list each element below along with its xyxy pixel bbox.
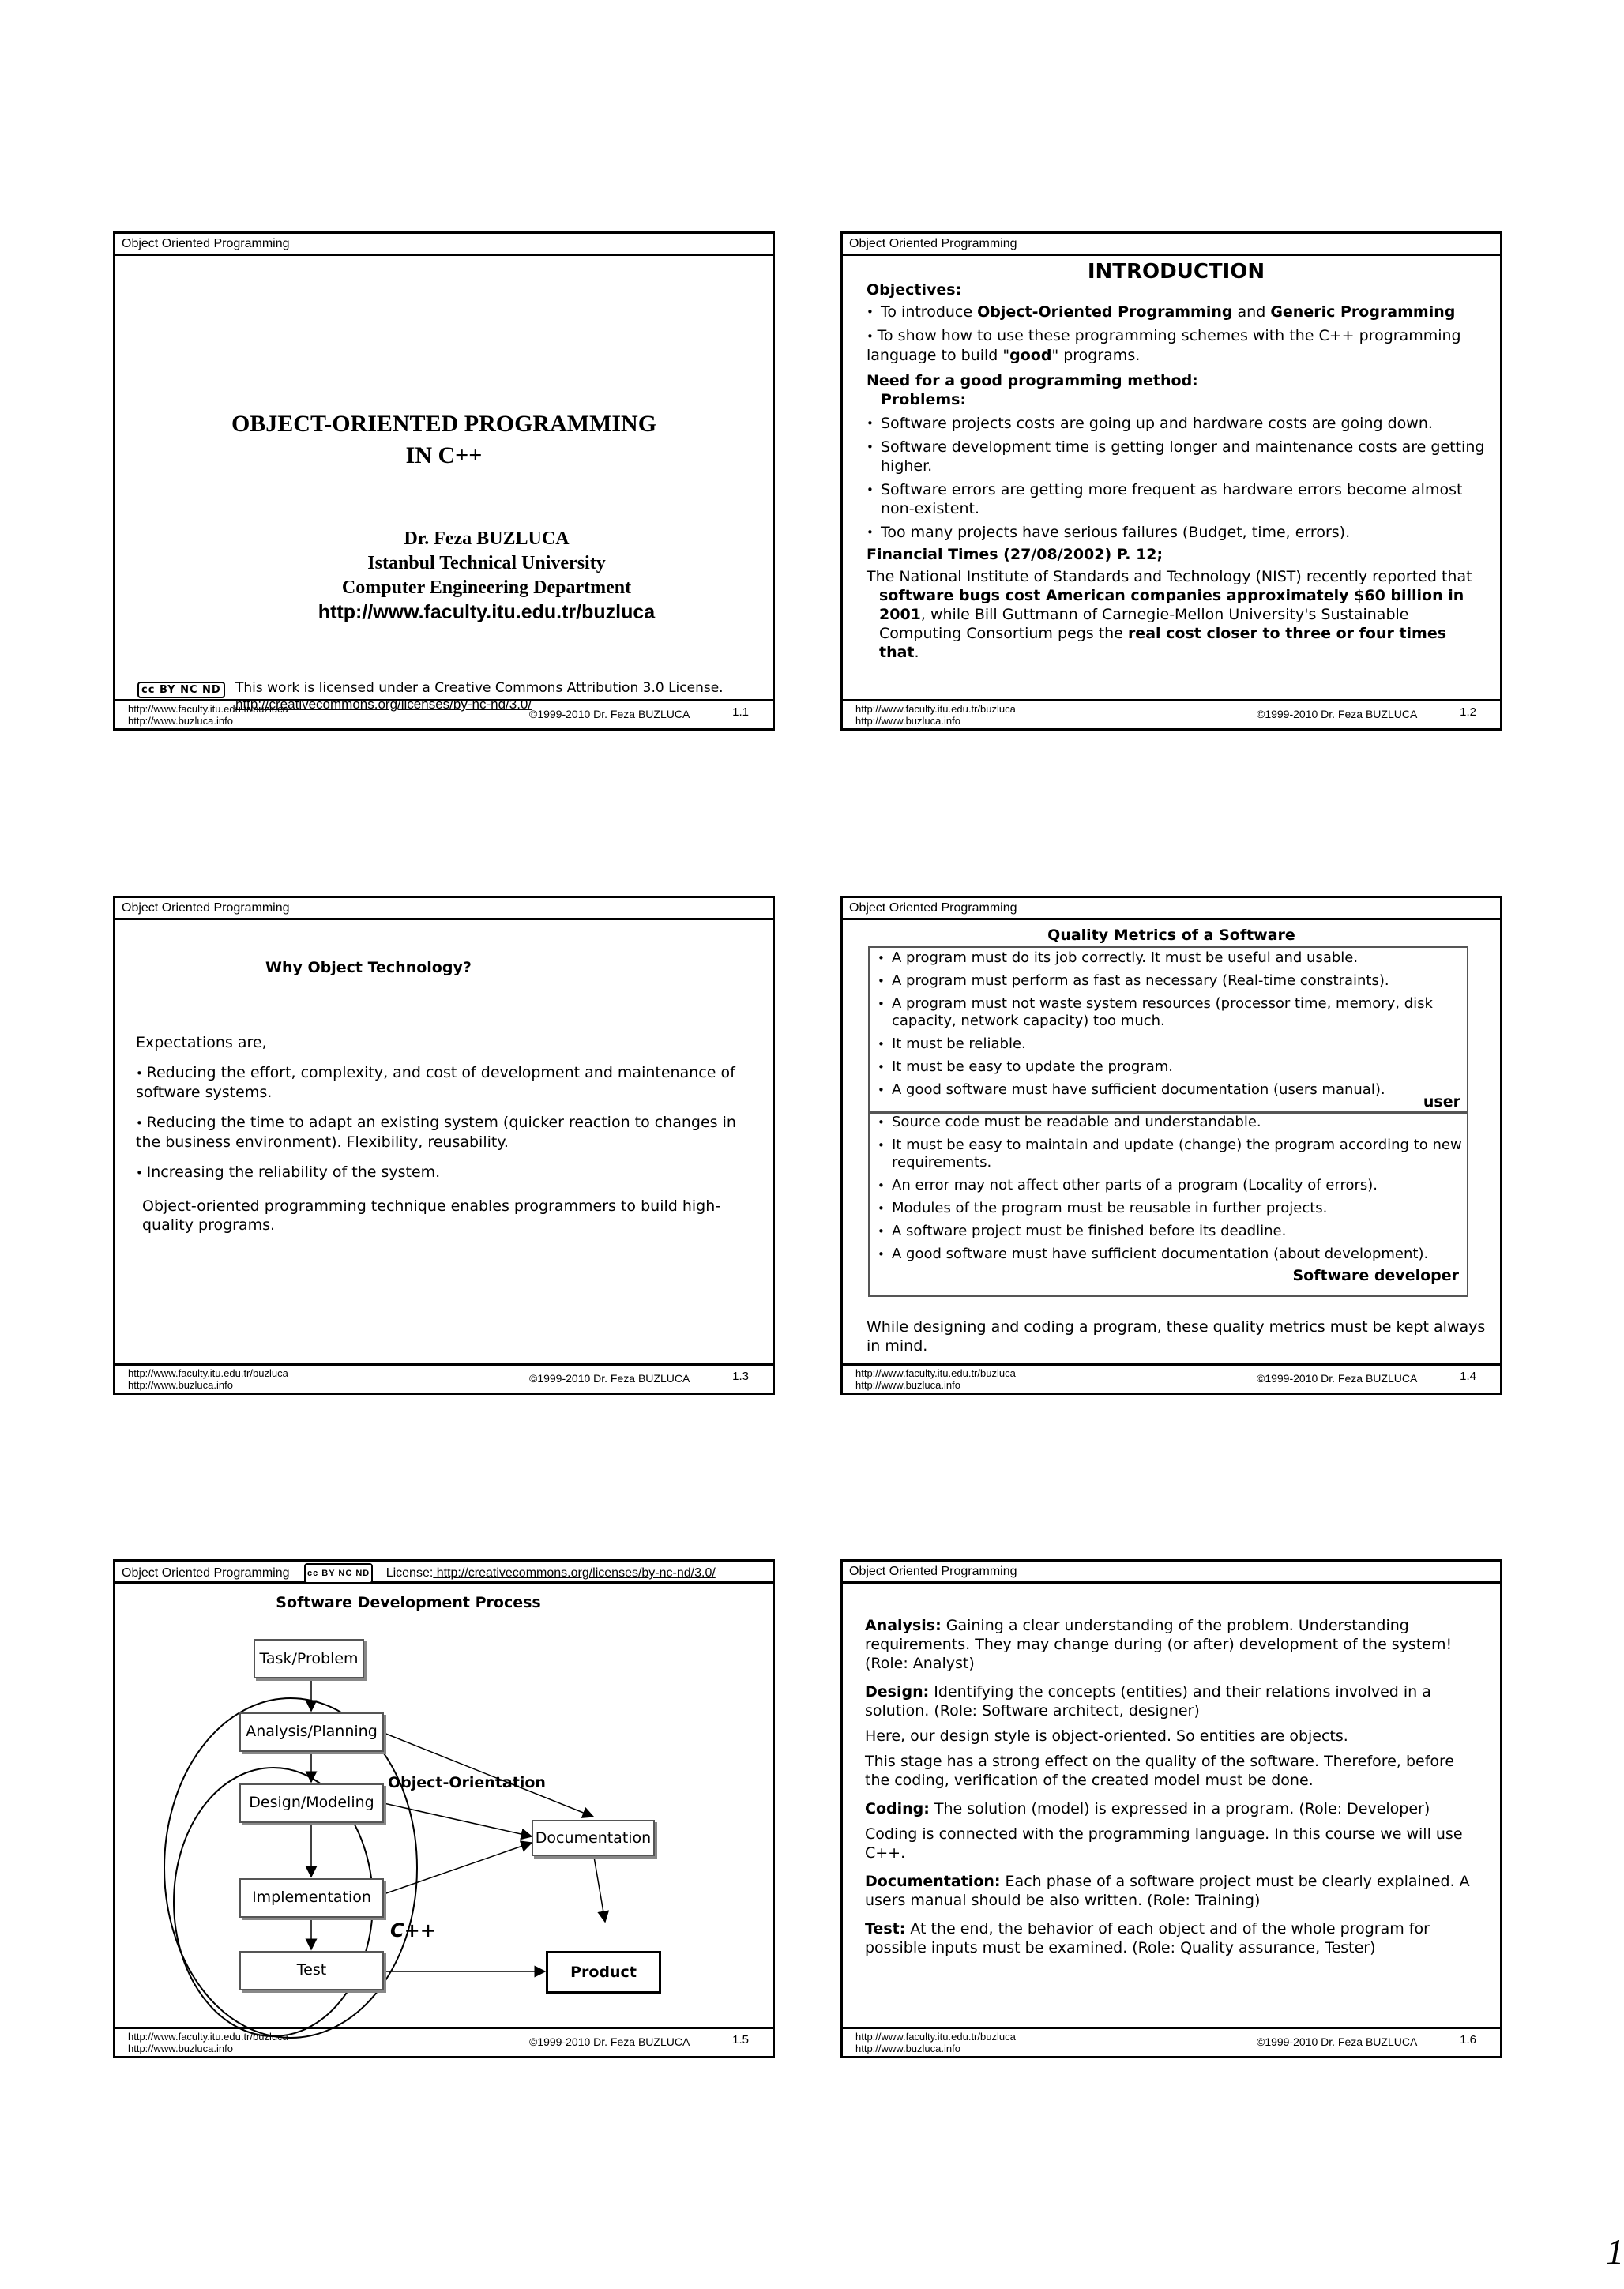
expectation-2 [136, 1113, 749, 1152]
header-title: Object Oriented Programming [122, 1566, 290, 1580]
emphasis: Object-Oriented Programming [977, 303, 1233, 321]
bullet: • [136, 1116, 147, 1130]
label-object-orientation: Object-Orientation [388, 1774, 546, 1791]
expectation-1 [136, 1063, 749, 1102]
coding-note: Coding is connected with the programming language. In this course we will use C++. [865, 1825, 1463, 1862]
list-item: • An error may not affect other parts of a program (Locality of errors). [878, 1177, 1462, 1194]
objective-2 [867, 326, 1486, 365]
title [115, 408, 773, 472]
slide-number: 1.3 [732, 1370, 749, 1383]
footer-link-1[interactable]: http://www.faculty.itu.edu.tr/buzluca [855, 1367, 1016, 1379]
emphasis: Generic Programming [1270, 303, 1456, 321]
slide-body [115, 1586, 773, 2027]
expectation-3 [136, 1163, 749, 1182]
emphasis: software bugs cost American companies approximately $60 billion in 2001 [879, 587, 1464, 623]
footer-link-1[interactable]: http://www.faculty.itu.edu.tr/buzluca [128, 703, 288, 715]
slide-header [115, 1562, 773, 1584]
heading: Design: [865, 1683, 930, 1701]
node-analysis-planning: Analysis/Planning [239, 1712, 384, 1752]
problem-1: • Software projects costs are going up and hardware costs are going down. [867, 414, 1486, 433]
author-url[interactable]: http://www.faculty.itu.edu.tr/buzluca [318, 601, 656, 623]
slide-number: 1.6 [1460, 2033, 1476, 2047]
coding-paragraph [865, 1799, 1481, 1818]
list-item: • A program must not waste system resources (processor time, memory, disk capacity, network capacity) too much. [878, 995, 1462, 1030]
heading: Analysis: [865, 1617, 942, 1634]
slide-header: Object Oriented Programming [115, 234, 773, 256]
page-number: 1 [1606, 2231, 1624, 2272]
title: Quality Metrics of a Software [1047, 926, 1295, 944]
bullet: • [867, 329, 878, 344]
footer-links [855, 2031, 1016, 2054]
list-item: • Source code must be readable and understandable. [878, 1114, 1462, 1131]
documentation-paragraph [865, 1872, 1481, 1910]
cc-logo [137, 681, 225, 698]
list-item: • It must be easy to maintain and update (change) the program according to new requirements. [878, 1137, 1462, 1171]
slide-header: Object Oriented Programming [843, 1562, 1500, 1584]
list-item: • A good software must have sufficient documentation (users manual). [878, 1081, 1462, 1099]
text: , while Bill Guttmann of Carnegie-Mellon University's Sustainable Computing Consortium pegs the [879, 606, 1409, 642]
list-item: • A program must do its job correctly. It must be useful and usable. [878, 949, 1462, 967]
text: The solution (model) is expressed in a program. (Role: Developer) [929, 1800, 1430, 1817]
arrow-design-documentation [384, 1803, 532, 1836]
slide-header: Object Oriented Programming [843, 898, 1500, 920]
title: Software Development Process [276, 1594, 541, 1611]
emphasis: real cost closer to three or four times that [879, 625, 1447, 661]
node-documentation: Documentation [532, 1820, 655, 1856]
footer-links [128, 1367, 288, 1391]
footer-copyright: ©1999-2010 Dr. Feza BUZLUCA [1257, 708, 1418, 720]
cc-license-badge: cc BY NC ND [137, 682, 225, 698]
slide-number: 1.2 [1460, 705, 1476, 719]
slide-body [843, 258, 1500, 699]
slide-footer [843, 2027, 1500, 2056]
list-item: • A program must perform as fast as necessary (Real-time constraints). [878, 972, 1462, 990]
list-item: • It must be easy to update the program. [878, 1058, 1462, 1076]
author: Dr. Feza BUZLUCA [404, 528, 570, 549]
node-task-problem: Task/Problem [254, 1639, 364, 1678]
footer-links [128, 703, 288, 727]
heading: Coding: [865, 1800, 930, 1817]
slide-footer [115, 1363, 773, 1393]
footer-copyright: ©1999-2010 Dr. Feza BUZLUCA [529, 708, 690, 720]
license-text: This work is licensed under a Creative Commons Attribution 3.0 License. [235, 680, 724, 696]
conclusion: Object-oriented programming technique enables programmers to build high-quality programs. [142, 1197, 721, 1234]
developer-metrics-box [868, 1112, 1468, 1297]
design-paragraph [865, 1682, 1481, 1720]
bullet: • [136, 1066, 147, 1081]
label-cpp: C++ [390, 1919, 436, 1941]
problem-2: • Software development time is getting longer and maintenance costs are getting higher. [867, 438, 1486, 475]
slide-4 [840, 896, 1502, 1395]
node-implementation: Implementation [239, 1878, 384, 1918]
footer-copyright: ©1999-2010 Dr. Feza BUZLUCA [1257, 2035, 1418, 2048]
slide-body [115, 923, 773, 1363]
text: Reducing the effort, complexity, and cost of development and maintenance of software systems. [136, 1064, 735, 1101]
content [136, 1033, 749, 1235]
text: and [1232, 303, 1271, 321]
slide-body [843, 1586, 1500, 2027]
department: Computer Engineering Department [341, 577, 632, 598]
footer-links [128, 2031, 288, 2054]
text: Each phase of a software project must be clearly explained. A users manual should be also written. (Role: Training) [865, 1873, 1470, 1909]
text: To introduce [881, 303, 978, 321]
note: While designing and coding a program, these quality metrics must be kept always in mind. [867, 1318, 1486, 1355]
license-label: License: [385, 1566, 434, 1580]
footer-link-2[interactable]: http://www.buzluca.info [128, 715, 233, 727]
slide-footer [115, 699, 773, 728]
arrow-implementation-documentation [384, 1843, 532, 1894]
list-item: • Modules of the program must be reusable in further projects. [878, 1200, 1462, 1217]
slide-1 [113, 231, 775, 731]
title: Why Object Technology? [265, 959, 472, 976]
text: At the end, the behavior of each object and of the whole program for possible inputs must be examined. (Role: Quality assurance, Tester) [865, 1920, 1430, 1956]
heading: Documentation: [865, 1873, 1001, 1890]
license-link[interactable]: http://creativecommons.org/licenses/by-nc-nd/3.0/ [433, 1566, 716, 1580]
slide-2 [840, 231, 1502, 731]
text: " programs. [1051, 347, 1141, 364]
slide-number: 1.4 [1460, 1370, 1476, 1383]
footer-links [855, 1367, 1016, 1391]
university: Istanbul Technical University [367, 553, 606, 573]
design-note-1: Here, our design style is object-oriented. So entities are objects. [865, 1727, 1348, 1745]
process-diagram [115, 1586, 773, 2028]
slide-3 [113, 896, 775, 1395]
footer-link-1[interactable]: http://www.faculty.itu.edu.tr/buzluca [128, 1367, 288, 1379]
text: Reducing the time to adapt an existing system (quicker reaction to changes in the business environment). Flexibility, reusability. [136, 1114, 736, 1151]
ft-quote [865, 567, 1486, 662]
problems-heading: Problems: [881, 391, 967, 408]
footer-copyright: ©1999-2010 Dr. Feza BUZLUCA [529, 2035, 690, 2048]
footer-link-1[interactable]: http://www.faculty.itu.edu.tr/buzluca [128, 2031, 288, 2043]
user-metrics-list [878, 949, 1462, 1099]
objectives-heading: Objectives: [867, 281, 962, 299]
text: . [914, 644, 919, 661]
heading: Test: [865, 1920, 906, 1938]
slide-footer [843, 1363, 1500, 1393]
ft-heading: Financial Times (27/08/2002) P. 12; [867, 546, 1163, 563]
slide-footer [843, 699, 1500, 728]
expectations: Expectations are, [136, 1034, 267, 1051]
emphasis: good [1009, 347, 1052, 364]
text: Gaining a clear understanding of the problem. Understanding requirements. They may change during (or after) development of the system! (Role: Analyst) [865, 1617, 1453, 1672]
user-label: user [1423, 1093, 1460, 1111]
title-line-1: OBJECT-ORIENTED PROGRAMMING [231, 411, 657, 437]
title: INTRODUCTION [1087, 260, 1265, 284]
slide-header: Object Oriented Programming [843, 234, 1500, 256]
slide-6 [840, 1559, 1502, 2058]
author-block [297, 527, 676, 625]
slide-5 [113, 1559, 775, 2058]
objective-1 [867, 303, 1486, 321]
footer-link-1[interactable]: http://www.faculty.itu.edu.tr/buzluca [855, 2031, 1016, 2043]
license-link[interactable]: http://creativecommons.org/licenses/by-nc-nd/3.0/ [235, 697, 532, 712]
arrow-documentation-product [594, 1857, 605, 1922]
problem-4: • Too many projects have serious failures (Budget, time, errors). [867, 523, 1486, 542]
list-item: • It must be reliable. [878, 1036, 1462, 1053]
node-test: Test [239, 1951, 384, 1990]
footer-link-2[interactable]: http://www.buzluca.info [128, 1379, 233, 1391]
node-design-modeling: Design/Modeling [239, 1783, 384, 1823]
footer-link-2[interactable]: http://www.buzluca.info [855, 2043, 960, 2054]
footer-link-1[interactable]: http://www.faculty.itu.edu.tr/buzluca [855, 703, 1016, 715]
test-paragraph [865, 1919, 1481, 1957]
problem-3: • Software errors are getting more frequent as hardware errors become almost non-existent. [867, 480, 1486, 518]
content [865, 1616, 1481, 1957]
slide-header: Object Oriented Programming [115, 898, 773, 920]
text: Identifying the concepts (entities) and their relations involved in a solution. (Role: Software architect, designer) [865, 1683, 1431, 1720]
footer-links [855, 703, 1016, 727]
footer-link-2[interactable]: http://www.buzluca.info [855, 715, 960, 727]
developer-label: Software developer [1292, 1267, 1459, 1284]
cc-license-badge: cc BY NC ND [304, 1563, 373, 1584]
footer-copyright: ©1999-2010 Dr. Feza BUZLUCA [529, 1372, 690, 1385]
slide-number: 1.1 [732, 705, 749, 719]
list-item: • A good software must have sufficient documentation (about development). [878, 1246, 1462, 1263]
need-heading: Need for a good programming method: [867, 372, 1198, 389]
footer-link-2[interactable]: http://www.buzluca.info [855, 1379, 960, 1391]
slide-footer [115, 2027, 773, 2056]
text: Increasing the reliability of the system. [146, 1163, 441, 1181]
developer-metrics-list [878, 1114, 1462, 1263]
list-item: • A software project must be finished before its deadline. [878, 1223, 1462, 1240]
text: To show how to use these programming schemes with the C++ programming language to build " [867, 327, 1461, 364]
design-note-2: This stage has a strong effect on the quality of the software. Therefore, before the coding, verification of the created model must be done. [865, 1753, 1455, 1789]
slide-body [843, 923, 1500, 1363]
analysis-paragraph [865, 1616, 1481, 1673]
footer-copyright: ©1999-2010 Dr. Feza BUZLUCA [1257, 1372, 1418, 1385]
footer-link-2[interactable]: http://www.buzluca.info [128, 2043, 233, 2054]
node-product: Product [546, 1951, 661, 1994]
title-line-2: IN C++ [405, 442, 483, 468]
bullet: • [136, 1166, 147, 1180]
slide-number: 1.5 [732, 2033, 749, 2047]
text: The National Institute of Standards and Technology (NIST) recently reported that [867, 568, 1472, 585]
user-metrics-box [868, 946, 1468, 1112]
